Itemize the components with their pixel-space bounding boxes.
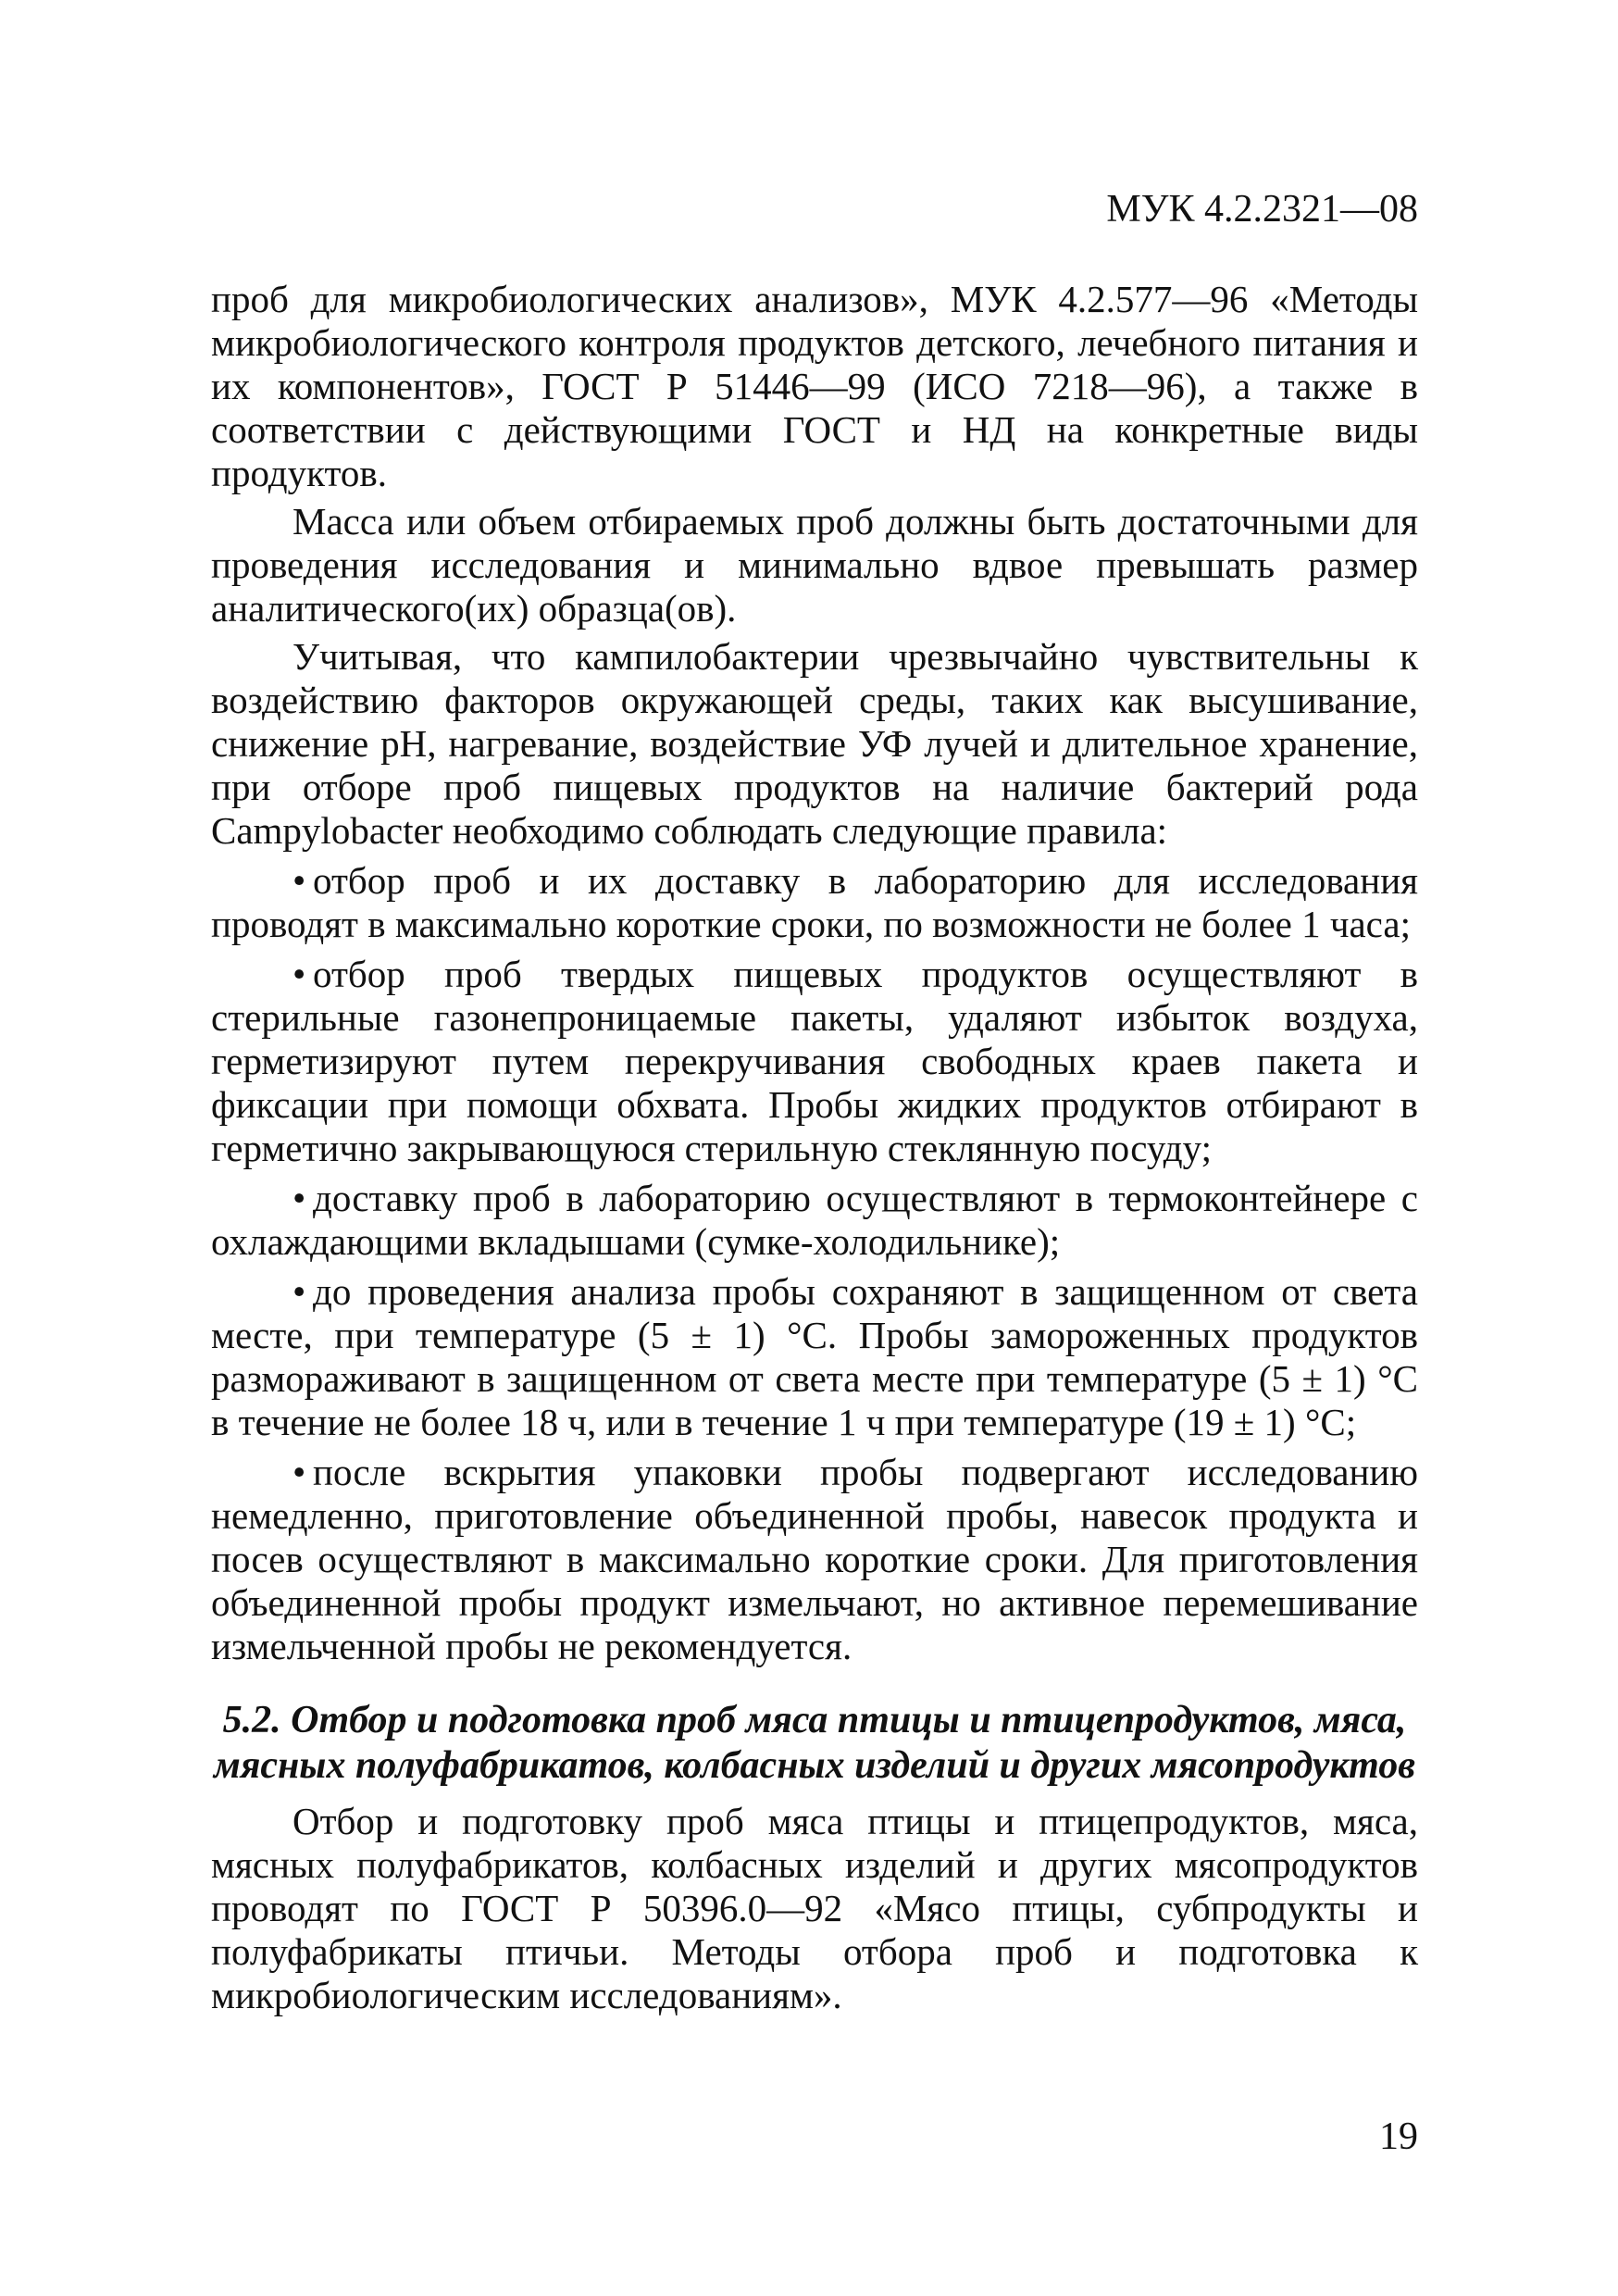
bullet-text: до проведения анализа пробы сохраняют в защищенном от света месте, при температуре (5 ± 1) °С. Пробы замороженных продуктов размораживают в защищенном от света месте при температуре (5 ± 1) °С в течение не более 18 ч, или в течение 1 ч при температуре (19 ± 1) °С; (211, 1270, 1418, 1443)
section-heading (211, 1698, 1418, 1789)
bullet-item (211, 1177, 1418, 1264)
bullet-icon: • (292, 859, 306, 902)
bullet-text: доставку проб в лабораторию осуществляют в термоконтейнере с охлаждающими вкладышами (сумке-холодильнике); (211, 1177, 1418, 1263)
page-number: 19 (1379, 2115, 1418, 2158)
section-body-paragraph: Отбор и подготовку проб мяса птицы и птицепродуктов, мяса, мясных полуфабрикатов, колбасных изделий и других мясопродуктов проводят по ГОСТ Р 50396.0—92 «Мясо птицы, субпродукты и полуфабрикаты птичьи. Методы отбора проб и подготовка к микробиологическим исследованиям». (211, 1800, 1418, 2016)
paragraph-campylobacter-rules: Учитывая, что кампилобактерии чрезвычайно чувствительны к воздействию факторов окружающей среды, таких как высушивание, снижение pH, нагревание, воздействие УФ лучей и длительное хранение, при отборе проб пищевых продуктов на наличие бактерий рода Campylobacter необходимо соблюдать следующие правила: (211, 635, 1418, 852)
bullet-text: отбор проб твердых пищевых продуктов осуществляют в стерильные газонепроницаемые пакеты, удаляют избыток воздуха, герметизируют путем перекручивания свободных краев пакета и фиксации при помощи обхвата. Пробы жидких продуктов отбирают в герметично закрывающуюся стерильную стеклянную посуду; (211, 953, 1418, 1169)
document-code-header: МУК 4.2.2321—08 (1106, 188, 1418, 231)
bullet-icon: • (292, 953, 306, 995)
bullet-item (211, 1451, 1418, 1668)
section-heading-line: мясных полуфабрикатов, колбасных изделий и других мясопродуктов (213, 1744, 1416, 1787)
bullet-item (211, 859, 1418, 946)
section-heading-line: 5.2. Отбор и подготовка проб мяса птицы и птицепродуктов, мяса, (222, 1699, 1407, 1741)
page-body (211, 278, 1418, 2017)
bullet-icon: • (292, 1177, 306, 1219)
bullet-item (211, 953, 1418, 1170)
bullet-text: после вскрытия упаковки пробы подвергают исследованию немедленно, приготовление объединенной пробы, навесок продукта и посев осуществляют в максимально короткие сроки. Для приготовления объединенной пробы продукт измельчают, но активное перемешивание измельченной пробы не рекомендуется. (211, 1451, 1418, 1667)
bullet-text: отбор проб и их доставку в лабораторию для исследования проводят в максимально короткие сроки, по возможности не более 1 часа; (211, 859, 1418, 945)
bullet-icon: • (292, 1451, 306, 1493)
bullet-item (211, 1270, 1418, 1444)
paragraph-continuation: проб для микробиологических анализов», МУК 4.2.577—96 «Методы микробиологического контроля продуктов детского, лечебного питания и их компонентов», ГОСТ Р 51446—99 (ИСО 7218—96), а также в соответствии с действующими ГОСТ и НД на конкретные виды продуктов. (211, 278, 1418, 494)
paragraph-sample-mass: Масса или объем отбираемых проб должны быть достаточными для проведения исследования и минимально вдвое превышать размер аналитического(их) образца(ов). (211, 500, 1418, 630)
bullet-icon: • (292, 1270, 306, 1313)
